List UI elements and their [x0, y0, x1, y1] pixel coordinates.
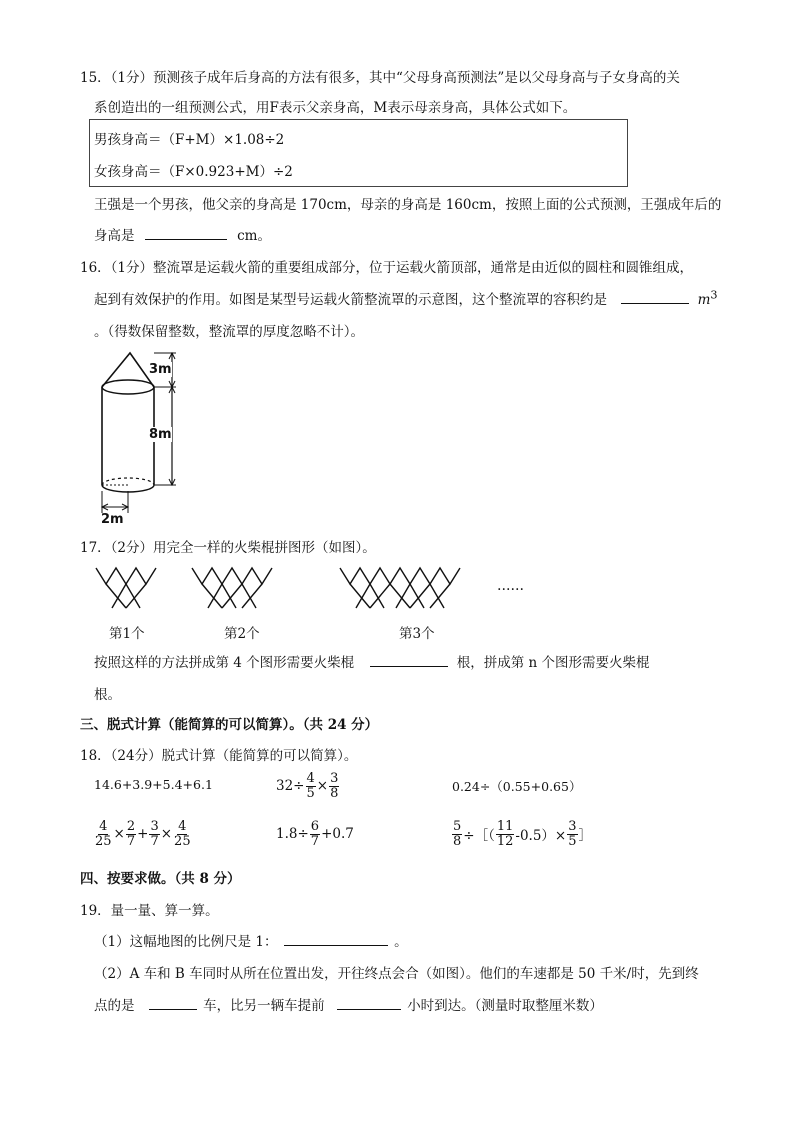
answer-blank-height[interactable]: [145, 225, 227, 240]
q15-line1: 15．（1分）预测孩子成年后身高的方法有很多，其中“父母身高预测法”是以父母身高与子女身高的关: [80, 70, 680, 86]
q17-line3: 根。: [94, 687, 121, 703]
q15-line4: [94, 224, 271, 244]
fraction: $\frac{5}{8}$: [453, 819, 462, 849]
answer-blank-car[interactable]: [149, 995, 197, 1010]
answer-blank-scale[interactable]: [284, 931, 388, 946]
formula-girl: 女孩身高＝（F×0.923+M）÷2: [94, 164, 293, 180]
fraction: $\frac{3}{5}$: [568, 819, 577, 849]
q19-sub2-line2: [94, 994, 603, 1014]
q16-line2: [94, 288, 718, 308]
q19-sub2-pre: 点的是: [94, 998, 135, 1014]
q17-line2-pre: 按照这样的方法拼成第 4 个图形需要火柴棍: [94, 655, 355, 671]
formula-boy: 男孩身高＝（F+M）×1.08÷2: [94, 132, 285, 148]
label-cone-height: 3m: [149, 362, 172, 377]
matchstick-figures: [94, 562, 534, 618]
answer-blank-hours[interactable]: [337, 995, 401, 1010]
section-3-title: 三、脱式计算（能简算的可以简算）。（共 24 分）: [80, 717, 379, 733]
fraction: $\frac{4}{25}$: [95, 819, 112, 849]
fraction: $\frac{4}{5}$: [306, 771, 315, 801]
q19-sub1-pre: （1）这幅地图的比例尺是 1：: [94, 934, 278, 950]
figure-label-3: 第3个: [399, 626, 435, 642]
answer-blank-volume[interactable]: [621, 289, 689, 304]
figure-3: [340, 568, 460, 608]
expr-4: $\frac{4}{25}$ × $\frac{2}{7}$ + $\frac{3}{7}$ × $\frac{4}{25}$: [95, 819, 191, 849]
expr-1: 14.6+3.9+5.4+6.1: [94, 777, 213, 792]
figure-ellipsis: ……: [497, 578, 524, 594]
section-4-title: 四、按要求做。（共 8 分）: [80, 871, 241, 887]
label-diameter: 2m: [101, 512, 124, 527]
q16-line2-text: 起到有效保护的作用。如图是某型号运载火箭整流罩的示意图，这个整流罩的容积约是: [94, 292, 607, 308]
q18-line1: 18．（24分）脱式计算（能简算的可以简算）。: [80, 748, 358, 764]
q16-line3: 。（得数保留整数，整流罩的厚度忽略不计）。: [94, 324, 364, 340]
q17-line2-mid: 根，拼成第 n 个图形需要火柴棍: [456, 655, 650, 671]
q19-sub2-end: 小时到达。（测量时取整厘米数）: [407, 998, 603, 1014]
answer-blank-matches-4[interactable]: [370, 652, 448, 667]
q19-sub2-mid: 车，比另一辆车提前: [203, 998, 325, 1014]
q15-line4-pre: 身高是: [94, 228, 135, 244]
q19-sub2-line1: （2）A 车和 B 车同时从所在位置出发，开往终点会合（如图）。他们的车速都是 50 千米/时，先到终: [94, 966, 699, 982]
q19-sub1: [94, 930, 408, 950]
q16-unit: $m^3$: [697, 288, 718, 308]
fairing-cone-base: [102, 380, 154, 394]
fraction: $\frac{6}{7}$: [310, 819, 320, 849]
figure-2: [192, 568, 272, 608]
fraction: $\frac{3}{7}$: [150, 819, 159, 849]
figure-label-1: 第1个: [109, 626, 145, 642]
fraction: $\frac{2}{7}$: [126, 819, 136, 849]
q15-line3: 王强是一个男孩，他父亲的身高是 170cm，母亲的身高是 160cm，按照上面的公式预测，王强成年后的: [94, 197, 722, 213]
label-cylinder-height: 8m: [149, 427, 172, 442]
fraction: $\frac{4}{25}$: [174, 819, 191, 849]
fraction: $\frac{3}{8}$: [330, 771, 339, 801]
expr-6: $\frac{5}{8}$ ÷［（ $\frac{11}{12}$ -0.5）× $\frac{3}{5}$ ］: [453, 819, 593, 849]
q19-sub1-end: 。: [394, 934, 408, 950]
q15-line4-unit: cm。: [237, 228, 271, 244]
expr-2: 32÷ $\frac{4}{5}$ × $\frac{3}{8}$: [276, 771, 339, 801]
figure-label-2: 第2个: [224, 626, 260, 642]
q15-line2: 系创造出的一组预测公式，用F表示父亲身高，M表示母亲身高，具体公式如下。: [94, 100, 577, 116]
q19-line1: 19．量一量、算一算。: [80, 903, 219, 919]
figure-1: [96, 568, 156, 608]
expr-3: 0.24÷（0.55+0.65）: [452, 779, 582, 794]
q17-line2: [94, 651, 650, 671]
expr-5: 1.8÷ $\frac{6}{7}$ +0.7: [276, 819, 354, 849]
fraction: $\frac{11}{12}$: [496, 819, 514, 849]
q16-line1: 16．（1分）整流罩是运载火箭的重要组成部分，位于运载火箭顶部，通常是由近似的圆柱和圆锥组成，: [80, 260, 694, 276]
q17-line1: 17．（2分）用完全一样的火柴棍拼图形（如图）。: [80, 540, 376, 556]
